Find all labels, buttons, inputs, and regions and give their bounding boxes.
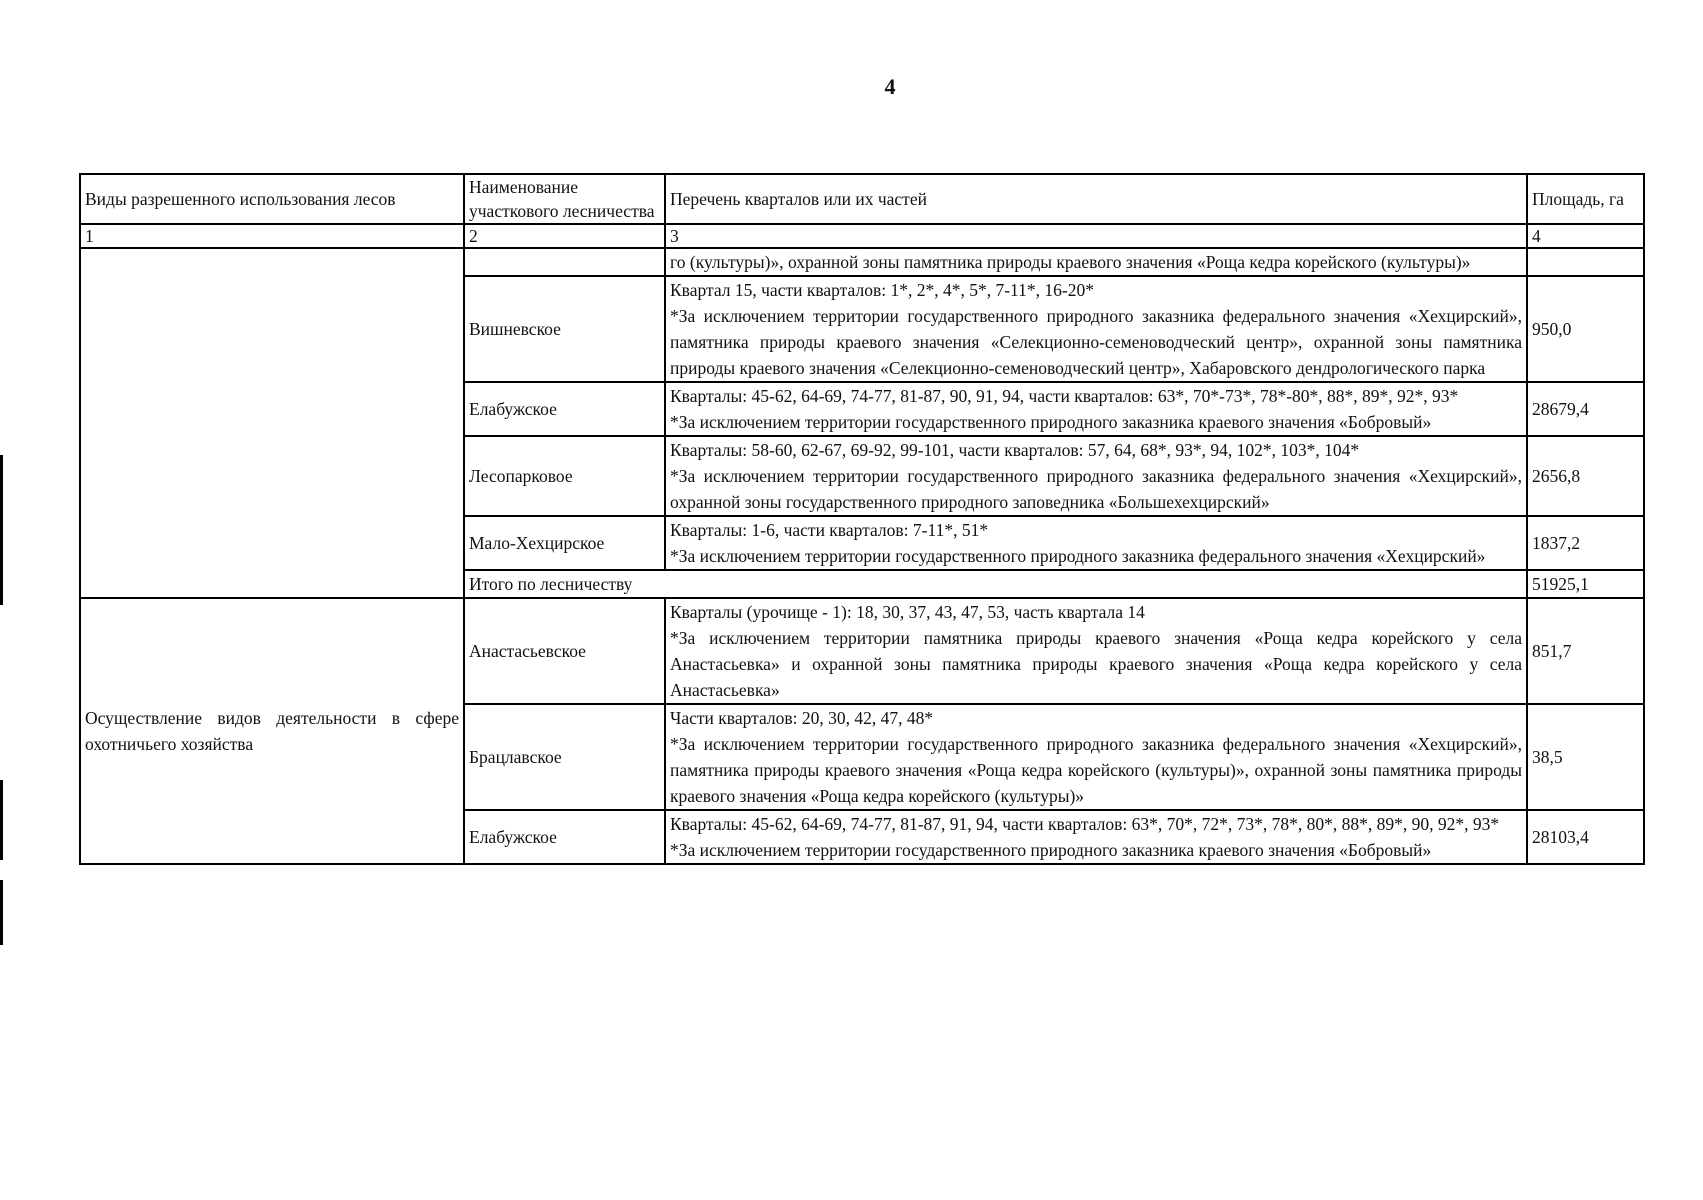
area-cell: 38,5 xyxy=(1527,704,1644,810)
forestry-name-cell: Елабужское xyxy=(464,382,665,436)
quarters-list: Кварталы: 1-6, части кварталов: 7-11*, 51* xyxy=(670,520,989,540)
quarters-cell xyxy=(665,248,1527,276)
forestry-name-cell: Анастасьевское xyxy=(464,598,665,704)
exception-note: *За исключением территории государственного природного заказника федерального значения «Хехцирский», памятника природы краевого значения «Селекционно-семеноводческий центр», охранной зоны памятника природы краевого значения «Селекционно-семеноводческий центр», Хабаровского дендрологического парка xyxy=(670,306,1522,378)
page-number: 4 xyxy=(884,74,896,99)
quarters-cell xyxy=(665,436,1527,516)
table-row xyxy=(80,598,1644,704)
forestry-name-cell: Вишневское xyxy=(464,276,665,382)
table-row xyxy=(80,248,1644,276)
area-cell: 28103,4 xyxy=(1527,810,1644,864)
header-usage-types: Виды разрешенного использования лесов xyxy=(80,174,464,224)
column-number: 4 xyxy=(1527,224,1644,248)
forestry-name-cell: Брацлавское xyxy=(464,704,665,810)
quarters-cell xyxy=(665,276,1527,382)
area-cell: 950,0 xyxy=(1527,276,1644,382)
column-number: 2 xyxy=(464,224,665,248)
area-cell: 1837,2 xyxy=(1527,516,1644,570)
quarters-list: Квартал 15, части кварталов: 1*, 2*, 4*, 5*, 7-11*, 16-20* xyxy=(670,280,1094,300)
area-cell xyxy=(1527,248,1644,276)
quarters-cell xyxy=(665,382,1527,436)
quarters-cell xyxy=(665,810,1527,864)
quarters-cell xyxy=(665,598,1527,704)
quarters-list: Части кварталов: 20, 30, 42, 47, 48* xyxy=(670,708,934,728)
scan-margin-mark xyxy=(0,880,3,945)
quarters-cell xyxy=(665,704,1527,810)
exception-note: *За исключением территории государственного природного заказника краевого значения «Бобровый» xyxy=(670,412,1432,432)
total-label: Итого по лесничеству xyxy=(464,570,1527,598)
exception-note: *За исключением территории памятника природы краевого значения «Роща кедра корейского у села Анастасьевка» и охранной зоны памятника природы краевого значения «Роща кедра корейского у села Анастасьевка» xyxy=(670,628,1522,700)
column-number: 3 xyxy=(665,224,1527,248)
quarters-list: Кварталы: 45-62, 64-69, 74-77, 81-87, 91, 94, части кварталов: 63*, 70*, 72*, 73*, 78*, 80*, 88*, 89*, 90, 92*, 93* xyxy=(670,814,1500,834)
column-number: 1 xyxy=(80,224,464,248)
forest-usage-table xyxy=(79,173,1645,865)
header-forestry-name: Наименование участкового лесничества xyxy=(464,174,665,224)
quarters-list: Кварталы (урочище - 1): 18, 30, 37, 43, 47, 53, часть квартала 14 xyxy=(670,602,1145,622)
exception-note: *За исключением территории государственного природного заказника федерального значения «Хехцирский» xyxy=(670,546,1486,566)
table-header-row xyxy=(80,174,1644,224)
scan-margin-mark xyxy=(0,780,3,860)
forestry-name-cell: Мало-Хехцирское xyxy=(464,516,665,570)
forestry-name-cell: Лесопарковое xyxy=(464,436,665,516)
usage-type-cell xyxy=(80,248,464,598)
scan-margin-mark xyxy=(0,455,3,605)
exception-note: *За исключением территории государственного природного заказника федерального значения «Хехцирский», охранной зоны государственного природного заповедника «Большехехцирский» xyxy=(670,466,1522,512)
forestry-name-cell xyxy=(464,248,665,276)
forestry-name-cell: Елабужское xyxy=(464,810,665,864)
quarters-list: Кварталы: 45-62, 64-69, 74-77, 81-87, 90, 91, 94, части кварталов: 63*, 70*-73*, 78*-80*, 88*, 89*, 92*, 93* xyxy=(670,386,1459,406)
usage-type-cell: Осуществление видов деятельности в сфере охотничьего хозяйства xyxy=(80,598,464,864)
continuation-text: го (культуры)», охранной зоны памятника природы краевого значения «Роща кедра корейского (культуры)» xyxy=(670,252,1471,272)
header-area: Площадь, га xyxy=(1527,174,1644,224)
total-area: 51925,1 xyxy=(1527,570,1644,598)
quarters-cell xyxy=(665,516,1527,570)
area-cell: 851,7 xyxy=(1527,598,1644,704)
exception-note: *За исключением территории государственного природного заказника краевого значения «Бобровый» xyxy=(670,840,1432,860)
column-number-row xyxy=(80,224,1644,248)
area-cell: 2656,8 xyxy=(1527,436,1644,516)
header-quarters-list: Перечень кварталов или их частей xyxy=(665,174,1527,224)
area-cell: 28679,4 xyxy=(1527,382,1644,436)
exception-note: *За исключением территории государственного природного заказника федерального значения «Хехцирский», памятника природы краевого значения «Роща кедра корейского (культуры)», охранной зоны памятника природы краевого значения «Роща кедра корейского (культуры)» xyxy=(670,734,1522,806)
quarters-list: Кварталы: 58-60, 62-67, 69-92, 99-101, части кварталов: 57, 64, 68*, 93*, 94, 102*, 103*, 104* xyxy=(670,440,1360,460)
